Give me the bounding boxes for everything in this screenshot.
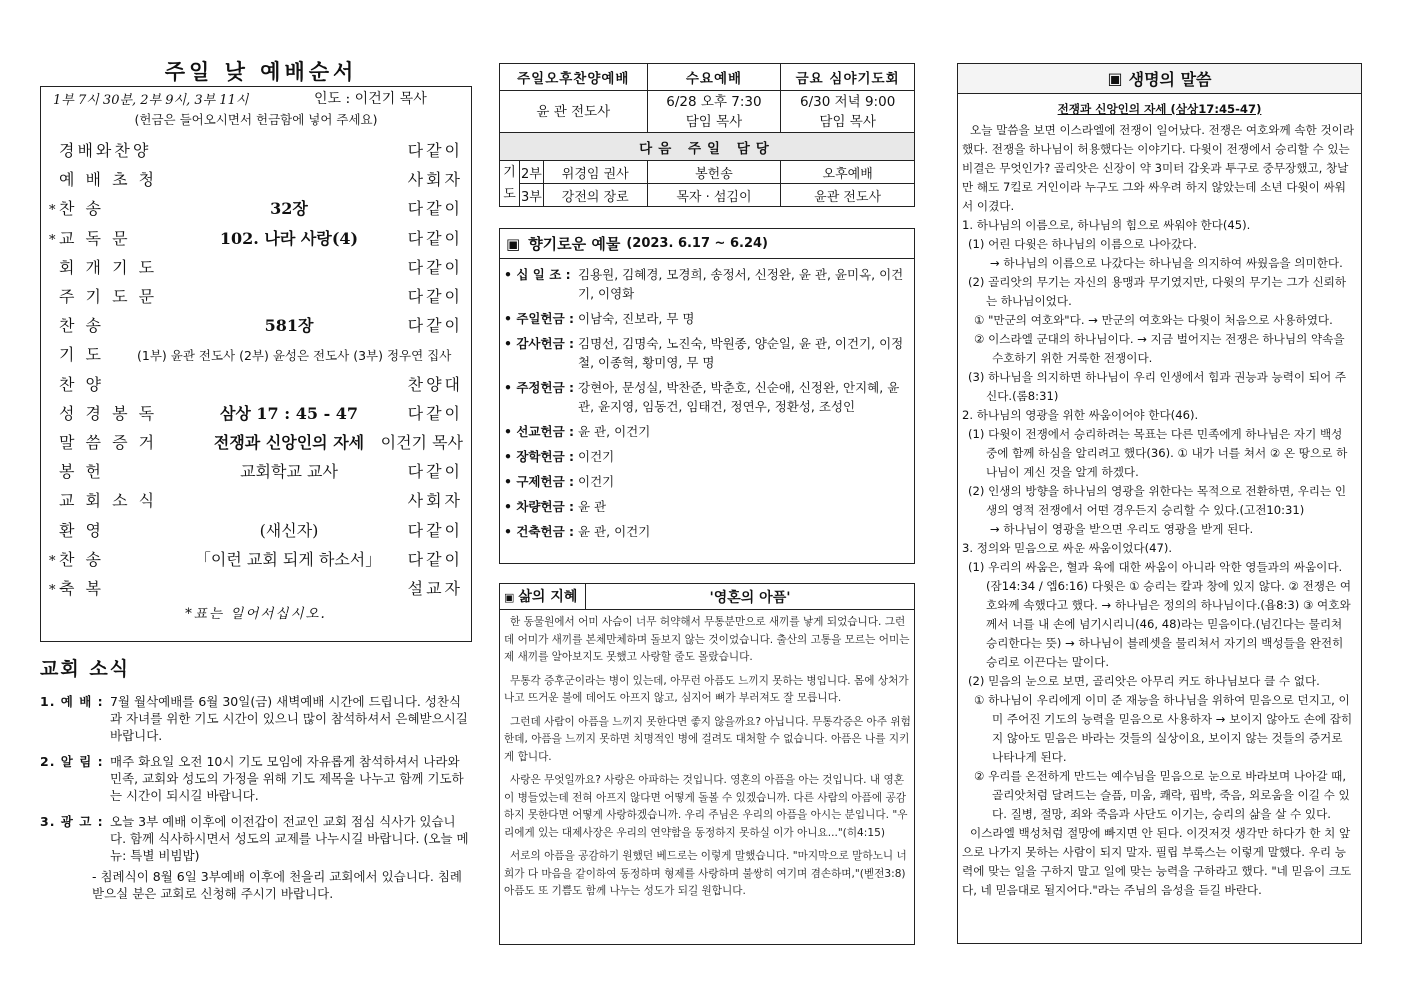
wisdom-paragraph: 그런데 사람이 아픔을 느끼지 못한다면 좋지 않을까요? 아닙니다. 무통각증은 아주 위험한데, 아픔을 느끼지 못하면 치명적인 병에 걸려도 대처할 수 없습니다. 아픔은 나를 지키게 합니다. <box>504 715 911 763</box>
sermon-section-title: 생명의 말씀 <box>1128 70 1212 89</box>
header-wednesday: 수요예배 <box>647 64 781 91</box>
offering-names: 이건기 <box>578 449 615 464</box>
order-row-prayer <box>49 339 463 368</box>
offering-names: 윤 관 <box>578 499 607 514</box>
wisdom-label: ▣ 삶의 지혜 <box>500 584 586 610</box>
offering-type: • 주정헌금 : <box>504 380 574 395</box>
order-row <box>49 281 463 310</box>
offering-names: 이남숙, 진보라, 무 명 <box>578 311 695 326</box>
offering-names: 김명선, 김명숙, 노진숙, 박원종, 양순일, 윤 관, 이건기, 이정철, 이종혁, 황미영, 무 명 <box>578 336 904 370</box>
sermon-subtitle: 전쟁과 신앙인의 자세 (삼상17:45-47) <box>1057 102 1262 116</box>
wisdom-title-bar <box>500 584 914 610</box>
friday-time: 6/30 저녁 9:00 <box>799 93 896 110</box>
prayer-detail: (1부) 윤관 전도사 (2부) 윤성은 전도사 (3부) 정우연 집사 <box>137 348 452 364</box>
order-row <box>49 427 463 456</box>
offering-type: • 주일헌금 : <box>504 311 574 326</box>
wisdom-box <box>499 583 915 945</box>
offering-row <box>504 334 910 372</box>
sermon-subpoint: (1) 어린 다윗은 하나님의 이름으로 나아갔다. <box>968 237 1197 251</box>
order-detail: 전쟁과 신앙인의 자세 <box>213 432 365 452</box>
schedule-section <box>499 63 915 207</box>
square-icon: ▣ <box>504 590 515 604</box>
worship-leader: 인도 : 이건기 목사 <box>314 91 427 107</box>
news-sub-note: - 침례식이 8월 6일 3부예배 이후에 천을리 교회에서 있습니다. 침례 받으실 분은 교회로 신청해 주시기 바랍니다. <box>92 869 462 901</box>
order-row <box>49 398 463 427</box>
sermon-detail: ② 우리를 온전하게 만드는 예수님을 믿음으로 눈으로 바라보며 나아갈 때, 골리앗처럼 달려드는 슬픔, 미움, 쾌락, 핍박, 죽음, 외로움을 이길 수 있다. 질병, 절망, 죄와 죽음과 사단도 이기는, 승리의 삶을 살 수 있다. <box>974 769 1350 821</box>
order-row <box>49 164 463 193</box>
order-item: 기 도 <box>59 345 104 365</box>
sermon-point: 3. 정의와 믿음으로 싸운 싸움이었다(47). <box>962 541 1173 555</box>
news-body: 매주 화요일 오전 10시 기도 모임에 자유롭게 참석하셔서 나라와 민족, 교회와 성도의 가정을 위해 기도 제목을 나누고 함께 기도하는 시간이 되시길 바랍니다. <box>110 754 464 803</box>
wednesday-time: 6/28 오후 7:30 <box>666 93 762 110</box>
offering-row <box>504 309 910 328</box>
offering-row <box>504 265 910 303</box>
sermon-title-bar <box>958 64 1361 94</box>
order-detail: 581장 <box>264 316 314 336</box>
order-item: 성 경 봉 독 <box>59 403 158 423</box>
order-person: 사회자 <box>407 170 463 190</box>
square-icon: ▣ <box>506 234 521 253</box>
sermon-intro: 오늘 말씀을 보면 이스라엘에 전쟁이 일어났다. 전쟁은 여호와께 속한 것이라 했다. 전쟁을 하나님이 허용했다는 이야기다. 다윗이 전쟁에서 승리할 수 있는 비결은 무엇인가? 골리앗은 신장이 약 3미터 갑옷과 투구로 중무장했고, 창날만 해도 7킬로 거인이라 누구도 그와 싸우려 하지 않았는데 소년 다윗이 싸워서 이겼다. <box>962 123 1355 213</box>
service-times: 1부 7시 30분, 2부 9시, 3부 11시 <box>53 92 249 108</box>
order-person: 다같이 <box>407 549 463 569</box>
sermon-conclusion: 이스라엘 백성처럼 절망에 빠지면 안 된다. 이것저것 생각만 하다가 한 치 앞으로 나가지 못하는 사람이 되지 말자. 필립 부룩스는 이렇게 말했다. 우리 능력에 맞는 일을 구하지 말고 일에 맞는 능력을 구하라고 했다. "네 믿음이 크도다, 네 믿음대로 될지어다."라는 주님의 음성을 듣길 바란다. <box>962 826 1352 897</box>
sermon-subpoint: (2) 골리앗의 무기는 자신의 용맹과 무기였지만, 다윗의 무기는 그가 신뢰하는 하나님이었다. <box>968 275 1347 308</box>
order-row <box>49 514 463 543</box>
sermon-detail: ① 하나님이 우리에게 이미 준 재능을 하나님을 위하여 믿음으로 던지고, 이미 주어진 기도의 능력을 믿음으로 사용하자 → 보이지 않아도 손에 잡히지 않아도 믿음은 바라는 것들의 실상이요, 보이지 않는 것들의 증거로 나타나게 된다. <box>974 693 1353 764</box>
afternoon-who: 윤관 전도사 <box>781 184 915 207</box>
order-person: 이건기 목사 <box>380 432 463 452</box>
order-row <box>49 310 463 339</box>
friday-preacher: 담임 목사 <box>819 113 876 130</box>
order-item: 예 배 초 청 <box>59 170 158 190</box>
sermon-point: 1. 하나님의 이름으로, 하나님의 힘으로 싸워야 한다(45). <box>962 218 1251 232</box>
offering-type: • 구제헌금 : <box>504 474 574 489</box>
church-news-list <box>40 693 470 902</box>
friday-cell <box>781 91 915 133</box>
offering-note: (헌금은 들어오시면서 헌금함에 넣어 주세요) <box>134 112 378 127</box>
order-row <box>49 544 463 573</box>
news-body: 7월 월삭예배를 6월 30일(금) 새벽예배 시간에 드립니다. 성찬식과 자녀를 위한 기도 시간이 있으니 많이 참석하셔서 은혜받으시길 바랍니다. <box>110 694 468 743</box>
order-person: 다같이 <box>407 228 463 248</box>
sermon-body <box>958 94 1361 900</box>
offering-row <box>504 447 910 466</box>
order-person: 다같이 <box>407 316 463 336</box>
order-detail: 삼상 17 : 45 - 47 <box>219 403 359 423</box>
order-item: 환 영 <box>59 520 104 540</box>
sermon-detail: → 하나님이 영광을 받으면 우리도 영광을 받게 된다. <box>990 522 1254 536</box>
offerings-date: (2023. 6.17 ~ 6.24) <box>626 236 768 251</box>
order-person: 다같이 <box>407 403 463 423</box>
sermon-box <box>957 63 1362 944</box>
order-row <box>49 193 463 222</box>
wisdom-paragraph: 서로의 아픔을 공감하기 원했던 베드로는 이렇게 말했습니다. "마지막으로 말하노니 너희가 다 마음을 같이하여 동정하며 형제를 사랑하며 불쌍히 여기며 겸손하며,"(벧전3:8) 아픔도 또 기쁨도 함께 나누는 성도가 되길 원합니다. <box>504 850 907 897</box>
news-label: 1. 예 배 : <box>40 694 104 709</box>
order-detail: 교회학교 교사 <box>240 462 338 482</box>
offering-names: 윤 관, 이건기 <box>578 424 651 439</box>
sermon-subpoint: (1) 우리의 싸움은, 혈과 육에 대한 싸움이 아니라 악한 영들과의 싸움이다.(잠14:34 / 엡6:16) 다윗은 ① 승리는 칼과 창에 있지 않다. ② 전쟁은 여호와께 속했다고 했다. → 하나님은 정의의 하나님이다.(욥8:3) ③ 여호와께서 너를 내 손에 넘기시리니(46, 48)라는 믿음이다.(넘긴다는 물리쳐 승리한다는 뜻) → 하나님이 블레셋을 물리쳐서 자기의 백성들을 완전히 승리로 이끈다는 말이다. <box>968 560 1352 669</box>
part-3: 3부 <box>519 184 543 207</box>
offering-song-head: 봉헌송 <box>647 161 781 184</box>
church-news-title: 교회 소식 <box>40 658 131 680</box>
offering-row <box>504 522 910 541</box>
sermon-point: 2. 하나님의 영광을 위한 싸움이어야 한다(46). <box>962 408 1199 422</box>
offering-type: • 선교헌금 : <box>504 424 574 439</box>
header-sunday-pm: 주일오후찬양예배 <box>500 64 648 91</box>
offering-names: 강현아, 문성실, 박찬준, 박춘호, 신순애, 신정완, 안지혜, 윤 관, 윤지영, 임동건, 임태건, 정연우, 정환성, 조성인 <box>578 380 900 414</box>
order-person: 다같이 <box>407 287 463 307</box>
part-2: 2부 <box>519 161 543 184</box>
offering-row <box>504 422 910 441</box>
order-row <box>49 135 463 164</box>
offering-names: 윤 관, 이건기 <box>578 524 651 539</box>
sermon-detail: ② 이스라엘 군대의 하나님이다. → 지금 벌어지는 전쟁은 하나님의 약속을 수호하기 위한 거룩한 전쟁이다. <box>974 332 1345 365</box>
wisdom-heading: '영혼의 아픔' <box>709 589 791 606</box>
order-detail: (새신자) <box>259 520 319 540</box>
wisdom-paragraph: 무통각 증후군이라는 병이 있는데, 아무런 아픔도 느끼지 못하는 병입니다. 몸에 상처가 나고 뜨거운 불에 데어도 아프지 않고, 심지어 뼈가 부러져도 잘 모릅니다. <box>504 674 909 704</box>
order-item: * 교 독 문 <box>49 228 131 248</box>
offering-names: 이건기 <box>578 474 615 489</box>
order-person: 다같이 <box>407 257 463 277</box>
prayer-3-name: 강전의 장로 <box>543 184 647 207</box>
worship-order-box <box>40 86 472 642</box>
offering-type: • 건축헌금 : <box>504 524 574 539</box>
order-person: 다같이 <box>407 520 463 540</box>
offering-row <box>504 497 910 516</box>
order-item: 봉 헌 <box>59 462 104 482</box>
sermon-subpoint: (2) 믿음의 눈으로 보면, 골리앗은 아무리 커도 하나님보다 클 수 없다. <box>968 674 1320 688</box>
offerings-title: 향기로운 예물 <box>528 235 621 253</box>
wisdom-paragraph: 사랑은 무엇일까요? 사랑은 아파하는 것입니다. 영혼의 아픔을 아는 것입니다. 내 영혼이 병들었는데 전혀 아프지 않다면 어떻게 돌볼 수 있겠습니까. 다른 사람의 아픔에 공감하지 못한다면 어떻게 사랑하겠습니까. 우리 주님은 우리의 아픔을 아시는 분입니다. "우리에게 있는 대제사장은 우리의 연약함을 동정하지 못하실 이가 아니요..."(히4:15) <box>504 774 908 839</box>
order-item: 경배와찬양 <box>59 141 152 161</box>
sermon-subpoint: (3) 하나님을 의지하면 하나님이 우리 인생에서 힘과 권능과 능력이 되어 주신다.(롬8:31) <box>968 370 1347 403</box>
news-item <box>40 753 470 804</box>
offering-type: • 십 일 조 : <box>504 267 571 282</box>
order-item: 주 기 도 문 <box>59 287 158 307</box>
order-item: 교 회 소 식 <box>59 491 158 511</box>
wednesday-preacher: 담임 목사 <box>685 113 743 130</box>
order-item: 회 개 기 도 <box>59 257 158 277</box>
order-item: * 찬 송 <box>49 549 104 569</box>
wisdom-paragraph: 한 동물원에서 어미 사슴이 너무 허약해서 무통분만으로 새끼를 낳게 되었습니다. 그런데 어미가 새끼를 본체만체하며 돌보지 않는 것이었습니다. 출산의 고통을 모르는 어미는 제 새끼를 알아보지도 못했고 사랑할 줄도 몰랐습니다. <box>504 616 910 663</box>
offerings-list <box>500 259 914 541</box>
order-row <box>49 573 463 602</box>
offering-names: 김용원, 김혜경, 모경희, 송정서, 신정완, 윤 관, 윤미옥, 이건기, 이영화 <box>578 267 904 301</box>
worship-order-title: 주일 낮 예배순서 <box>164 59 358 84</box>
order-detail: 102. 나라 사랑(4) <box>219 228 359 248</box>
sermon-detail: → 하나님의 이름으로 나갔다는 하나님을 의지하여 싸웠음을 의미한다. <box>990 256 1343 270</box>
worship-order-section <box>40 58 472 642</box>
wisdom-body <box>500 610 914 901</box>
order-item: * 찬 송 <box>49 199 104 219</box>
worship-times-row <box>49 87 463 109</box>
standing-footnote: *표는 일어서십시오. <box>185 606 327 622</box>
order-item: 찬 양 <box>59 374 104 394</box>
order-person: 사회자 <box>407 491 463 511</box>
news-item <box>40 813 470 864</box>
offering-type: • 장학헌금 : <box>504 449 574 464</box>
order-row <box>49 223 463 252</box>
sunday-pm-preacher: 윤 관 전도사 <box>500 91 648 133</box>
header-friday: 금요 심야기도회 <box>781 64 915 91</box>
next-sunday-title: 다음 주일 담당 <box>500 133 915 161</box>
news-label: 2. 알 림 : <box>40 754 104 769</box>
offering-type: • 감사헌금 : <box>504 336 574 351</box>
order-person: 찬양대 <box>407 374 463 394</box>
square-icon: ▣ <box>1107 69 1123 88</box>
offerings-title-bar <box>500 229 914 259</box>
sermon-subpoint: (2) 인생의 방향을 하나님의 영광을 위한다는 목적으로 전환하면, 우리는 인생의 영적 전쟁에서 어떤 경우든지 승리할 수 있다.(고전10:31) <box>968 484 1347 517</box>
order-item: * 축 복 <box>49 578 104 598</box>
sermon-detail: ① "만군의 여호와"다. → 만군의 여호와는 다윗이 처음으로 사용하였다. <box>974 313 1333 327</box>
news-item <box>40 693 470 744</box>
prayer-label: 기 도 <box>500 161 520 207</box>
order-person: 다같이 <box>407 199 463 219</box>
schedule-table <box>499 63 915 207</box>
order-detail: 「이런 교회 되게 하소서」 <box>194 549 382 569</box>
order-row <box>49 485 463 514</box>
news-body: 오늘 3부 예배 이후에 이전갑이 전교인 교회 점심 식사가 있습니다. 함께 식사하시면서 성도의 교제를 나누시길 바랍니다. (오늘 메뉴: 특별 비빔밥) <box>110 814 469 863</box>
prayer-2-name: 위경임 권사 <box>543 161 647 184</box>
offering-type: • 차량헌금 : <box>504 499 574 514</box>
order-detail: 32장 <box>270 199 308 219</box>
sermon-subpoint: (1) 다윗이 전쟁에서 승리하려는 목표는 다른 민족에게 하나님은 자기 백성 중에 함께 하심을 알리려고 했다(36). ① 내가 너를 쳐서 ② 온 땅으로 하나님이 계신 것을 알게 하겠다. <box>968 427 1348 479</box>
order-item: 말 씀 증 거 <box>59 432 158 452</box>
news-label: 3. 광 고 : <box>40 814 104 829</box>
order-item: 찬 송 <box>59 316 104 336</box>
order-row <box>49 456 463 485</box>
order-person: 설교자 <box>407 578 463 598</box>
offering-row <box>504 378 910 416</box>
order-person: 다같이 <box>407 462 463 482</box>
afternoon-head: 오후예배 <box>781 161 915 184</box>
wednesday-cell <box>647 91 781 133</box>
order-row <box>49 252 463 281</box>
order-row <box>49 369 463 398</box>
offering-row <box>504 472 910 491</box>
order-person: 다같이 <box>407 141 463 161</box>
offering-song-who: 목자 · 섬김이 <box>647 184 781 207</box>
offerings-box <box>499 228 915 564</box>
